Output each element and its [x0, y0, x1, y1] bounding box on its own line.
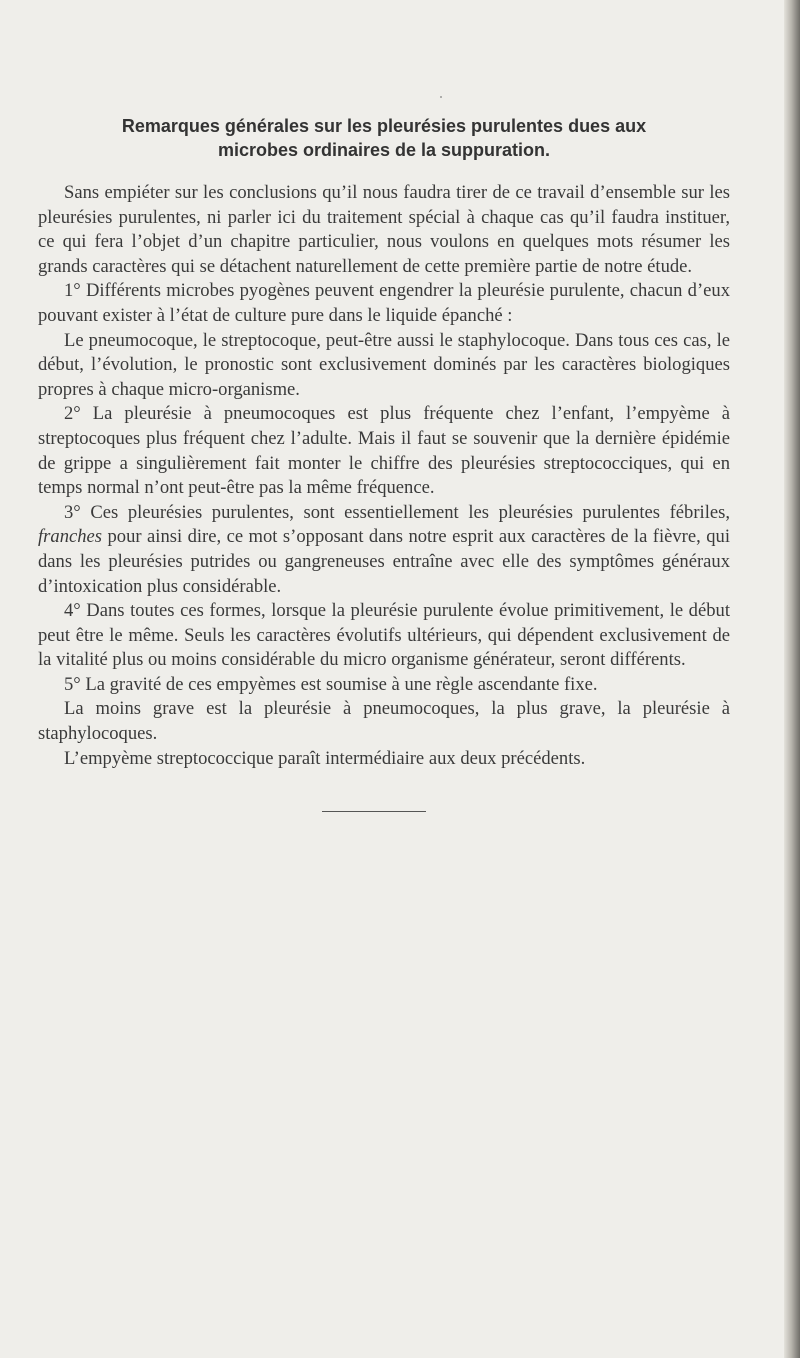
paragraph-point-1: 1° Différents microbes pyogènes peuvent engendrer la pleurésie purulente, chacun d’eux pouvant exister à l’état de culture pure dans le liquide épanché : [38, 280, 730, 326]
point-3-text-end: pour ainsi dire, ce mot s’opposant dans notre esprit aux caractères de la fièvre, qui dans les pleurésies putrides ou gangreneuses entraîne avec elle des symptômes généraux d’intoxication plus considérable. [38, 526, 730, 597]
closing-rule [322, 811, 426, 812]
paragraph-point-4: 4° Dans toutes ces formes, lorsque la pleurésie purulente évolue primitivement, le début peut être le même. Seuls les caractères évolutifs ultérieurs, qui dépendent exclusivement de la vitalité plus ou moins considérable du micro organisme générateur, seront différents. [38, 600, 730, 671]
heading-line-2: microbes ordinaires de la suppuration. [217, 140, 551, 160]
point-3-text-start: 3° Ces pleurésies purulentes, sont essentiellement les pleurésies purulentes fébriles, [64, 501, 730, 523]
paragraph-intro: Sans empiéter sur les conclusions qu’il nous faudra tirer de ce travail d’ensemble sur les pleurésies purulentes, ni parler ici du traitement spécial à chaque cas qu’il faudra instituer, ce qui fera l’objet d’un chapitre particulier, nous voulons en quelques mots résumer les grands caractères qui se détachent naturellement de cette première partie de notre étude. [38, 182, 730, 277]
paragraph-point-5-continued: La moins grave est la pleurésie à pneumocoques, la plus grave, la pleurésie à staphylocoques. [38, 698, 730, 745]
paragraph-point-1-continued: Le pneumocoque, le streptocoque, peut-être aussi le staphylocoque. Dans tous ces cas, le début, l’évolution, le pronostic sont exclusivement dominés par les caractères biologiques propres à chaque micro-organisme. [38, 329, 730, 400]
point-3-italic-word: franches [38, 526, 103, 548]
paragraph-point-3 [38, 501, 730, 599]
heading-line-1: Remarques générales sur les pleurésies purulentes dues aux [121, 116, 647, 136]
page-content [38, 114, 730, 771]
section-heading [38, 114, 730, 162]
paragraph-point-2: 2° La pleurésie à pneumocoques est plus fréquente chez l’enfant, l’empyème à streptocoques plus fréquent chez l’adulte. Mais il faut se souvenir que la dernière épidémie de grippe a singulièrement fait monter le chiffre des pleurésies streptococciques, qui en temps normal n’ont peut-être pas la même fréquence. [38, 403, 730, 499]
speck [440, 96, 442, 98]
paragraph-point-5: 5° La gravité de ces empyèmes est soumise à une règle ascendante fixe. [64, 673, 598, 695]
paragraph-point-5-end: L’empyème streptococcique paraît intermédiaire aux deux précédents. [64, 747, 586, 769]
page-edge-shadow [784, 0, 800, 1358]
